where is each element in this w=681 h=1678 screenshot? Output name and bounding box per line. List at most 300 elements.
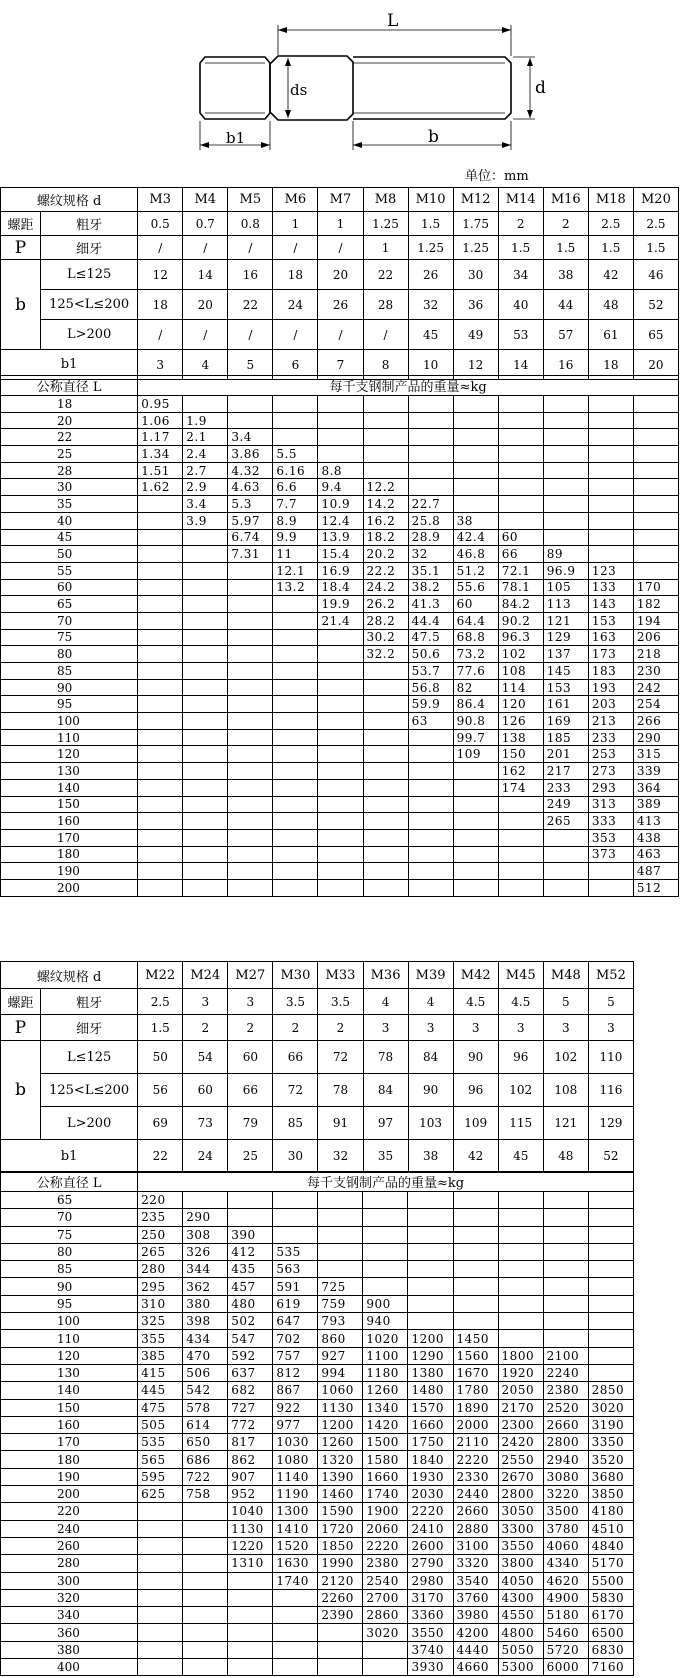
weight-cell: 233 xyxy=(543,779,588,796)
weight-cell: 25.8 xyxy=(408,512,453,529)
table-row xyxy=(1,679,679,696)
weight-cell xyxy=(228,1589,273,1606)
table-row xyxy=(1,846,679,863)
spec-table-2 xyxy=(0,961,634,1173)
weight-cell: 3.9 xyxy=(183,512,228,529)
b-cell: 22 xyxy=(228,290,273,320)
weight-cell: 5830 xyxy=(588,1589,633,1606)
weight-cell: 364 xyxy=(633,779,678,796)
weight-cell: 4.63 xyxy=(228,479,273,496)
weight-cell: 102 xyxy=(498,646,543,663)
weight-cell: 5300 xyxy=(498,1659,543,1676)
weight-cell xyxy=(408,396,453,413)
weight-cell xyxy=(543,1209,588,1226)
weight-cell xyxy=(228,863,273,880)
weight-cell xyxy=(453,1243,498,1260)
weight-cell xyxy=(408,462,453,479)
length-cell: 190 xyxy=(1,1468,138,1485)
pitch-label: 螺距 xyxy=(1,989,41,1015)
weight-cell xyxy=(633,429,678,446)
weight-cell: 308 xyxy=(183,1226,228,1243)
length-cell: 260 xyxy=(1,1537,138,1554)
weight-cell: 4900 xyxy=(543,1589,588,1606)
weight-cell: 2540 xyxy=(363,1572,408,1589)
weight-cell xyxy=(273,646,318,663)
length-cell: 180 xyxy=(1,1451,138,1468)
weight-cell: 77.6 xyxy=(453,663,498,680)
b-row-label: L≤125 xyxy=(41,1041,138,1074)
weight-cell: 1390 xyxy=(318,1468,363,1485)
weight-cell xyxy=(498,846,543,863)
weight-cell xyxy=(363,462,408,479)
weight-cell: 150 xyxy=(498,746,543,763)
length-cell: 130 xyxy=(1,763,138,780)
weight-cell: 3050 xyxy=(498,1503,543,1520)
weight-cell xyxy=(588,462,633,479)
b-cell: 30 xyxy=(453,260,498,290)
size-header: M6 xyxy=(273,188,318,212)
b1-cell: 24 xyxy=(183,1140,228,1173)
b-cell: / xyxy=(318,320,363,350)
weight-cell: 3780 xyxy=(543,1520,588,1537)
weight-cell xyxy=(138,1659,183,1676)
b1-cell: 20 xyxy=(633,350,678,380)
weight-cell: 1670 xyxy=(453,1364,498,1381)
coarse-pitch-cell: 4 xyxy=(363,989,408,1015)
weight-cell: 5460 xyxy=(543,1624,588,1641)
weight-cell xyxy=(138,596,183,613)
weight-cell: 1850 xyxy=(318,1537,363,1554)
weight-cell: 217 xyxy=(543,763,588,780)
b-cell: 40 xyxy=(498,290,543,320)
weight-cell xyxy=(318,396,363,413)
weight-cell: 3350 xyxy=(588,1434,633,1451)
length-cell: 220 xyxy=(1,1503,138,1520)
weight-cell: 3100 xyxy=(453,1537,498,1554)
weight-cell: 32 xyxy=(408,546,453,563)
weight-cell: 4800 xyxy=(498,1624,543,1641)
weight-cell: 353 xyxy=(588,829,633,846)
b1-cell: 52 xyxy=(588,1140,633,1173)
weight-cell xyxy=(543,529,588,546)
weight-cell xyxy=(408,412,453,429)
weight-cell: 126 xyxy=(498,713,543,730)
weight-cell xyxy=(588,1261,633,1278)
b-cell: 102 xyxy=(543,1041,588,1074)
weight-cell xyxy=(138,1624,183,1641)
weight-cell: 2030 xyxy=(408,1486,453,1503)
b-cell: 32 xyxy=(408,290,453,320)
weight-cell xyxy=(183,846,228,863)
weight-cell: 6170 xyxy=(588,1607,633,1624)
length-cell: 75 xyxy=(1,1226,138,1243)
weight-cell: 1220 xyxy=(228,1537,273,1554)
weight-cell: 2670 xyxy=(498,1468,543,1485)
weight-cell: 445 xyxy=(138,1382,183,1399)
label-b1: b1 xyxy=(226,129,246,147)
fine-pitch-cell: 2 xyxy=(318,1015,363,1041)
weight-cell: 2410 xyxy=(408,1520,453,1537)
weight-cell: 355 xyxy=(138,1330,183,1347)
length-cell: 170 xyxy=(1,1434,138,1451)
b-row-label: L>200 xyxy=(41,1107,138,1140)
weight-cell: 38.2 xyxy=(408,579,453,596)
weight-cell: 16.9 xyxy=(318,562,363,579)
fine-pitch-cell: / xyxy=(138,236,183,260)
weight-cell xyxy=(228,746,273,763)
weight-cell: 20.2 xyxy=(363,546,408,563)
weight-cell: 1720 xyxy=(318,1520,363,1537)
weight-cell xyxy=(273,696,318,713)
b-cell: / xyxy=(138,320,183,350)
weight-cell: 108 xyxy=(498,663,543,680)
weight-cell xyxy=(453,496,498,513)
b-cell: 36 xyxy=(453,290,498,320)
b1-cell: 8 xyxy=(363,350,408,380)
weight-cell: 68.8 xyxy=(453,629,498,646)
weight-cell xyxy=(183,813,228,830)
weight-cell xyxy=(318,1243,363,1260)
fine-label: 细牙 xyxy=(41,236,138,260)
table-row xyxy=(1,1468,634,1485)
b-cell: 90 xyxy=(453,1041,498,1074)
weight-cell: 3170 xyxy=(408,1589,453,1606)
weight-cell: 1660 xyxy=(363,1468,408,1485)
weight-cell: 702 xyxy=(273,1330,318,1347)
L-header: 公称直径 L xyxy=(1,376,138,396)
weight-cell xyxy=(273,829,318,846)
weight-cell xyxy=(588,496,633,513)
size-header: M52 xyxy=(588,962,633,989)
weight-cell: 1260 xyxy=(318,1434,363,1451)
weight-cell xyxy=(273,629,318,646)
coarse-pitch-cell: 2.5 xyxy=(138,989,183,1015)
size-header: M4 xyxy=(183,188,228,212)
weight-cell xyxy=(183,863,228,880)
b-cell: 16 xyxy=(228,260,273,290)
weight-cell: 927 xyxy=(318,1347,363,1364)
weight-cell: 242 xyxy=(633,679,678,696)
weight-cell: 2.4 xyxy=(183,446,228,463)
weight-cell: 138 xyxy=(498,729,543,746)
weight-cell xyxy=(228,1641,273,1658)
weight-cell: 162 xyxy=(498,763,543,780)
weight-cell: 1570 xyxy=(408,1399,453,1416)
size-header: M10 xyxy=(408,188,453,212)
b1-cell: 5 xyxy=(228,350,273,380)
weight-cell: 46.8 xyxy=(453,546,498,563)
table-row xyxy=(1,1295,634,1312)
weight-cell xyxy=(318,763,363,780)
weight-cell xyxy=(408,879,453,896)
size-header: M18 xyxy=(588,188,633,212)
weight-cell xyxy=(138,562,183,579)
weight-cell xyxy=(273,713,318,730)
weight-cell xyxy=(408,796,453,813)
weight-cell xyxy=(543,1243,588,1260)
weight-cell xyxy=(498,479,543,496)
weight-cell xyxy=(273,596,318,613)
length-cell: 85 xyxy=(1,663,138,680)
fine-pitch-cell: 3 xyxy=(408,1015,453,1041)
table-row xyxy=(1,713,679,730)
table-row xyxy=(1,529,679,546)
weight-cell xyxy=(408,1192,453,1209)
weight-cell: 50.6 xyxy=(408,646,453,663)
size-header: M8 xyxy=(363,188,408,212)
weight-cell: 203 xyxy=(588,696,633,713)
fine-pitch-cell: 3 xyxy=(498,1015,543,1041)
weight-cell: 686 xyxy=(183,1451,228,1468)
weight-cell: 758 xyxy=(183,1486,228,1503)
coarse-pitch-cell: 0.8 xyxy=(228,212,273,236)
weight-cell xyxy=(273,1607,318,1624)
weight-cell xyxy=(138,696,183,713)
size-header: M48 xyxy=(543,962,588,989)
length-cell: 280 xyxy=(1,1555,138,1572)
weight-cell: 2060 xyxy=(363,1520,408,1537)
weight-cell: 11 xyxy=(273,546,318,563)
weight-cell: 113 xyxy=(543,596,588,613)
weight-cell: 867 xyxy=(273,1382,318,1399)
weight-cell xyxy=(363,446,408,463)
weight-cell xyxy=(498,829,543,846)
weight-cell xyxy=(588,479,633,496)
length-cell: 60 xyxy=(1,579,138,596)
weight-table-1 xyxy=(0,375,679,897)
weight-cell xyxy=(228,663,273,680)
length-cell: 22 xyxy=(1,429,138,446)
weight-cell xyxy=(453,1295,498,1312)
weight-cell: 105 xyxy=(543,579,588,596)
b1-cell: 32 xyxy=(318,1140,363,1173)
b1-cell: 38 xyxy=(408,1140,453,1173)
coarse-pitch-cell: 2 xyxy=(543,212,588,236)
weight-cell: 0.95 xyxy=(138,396,183,413)
weight-cell xyxy=(543,412,588,429)
weight-cell xyxy=(138,779,183,796)
weight-cell: 55.6 xyxy=(453,579,498,596)
weight-cell xyxy=(183,529,228,546)
weight-cell: 6500 xyxy=(588,1624,633,1641)
length-cell: 340 xyxy=(1,1607,138,1624)
spec-table-1 xyxy=(0,187,679,380)
weight-cell xyxy=(138,1520,183,1537)
table-row xyxy=(1,1589,634,1606)
coarse-pitch-cell: 3.5 xyxy=(273,989,318,1015)
weight-header: 每千支钢制产品的重量≈kg xyxy=(138,376,679,396)
weight-cell: 183 xyxy=(588,663,633,680)
weight-cell xyxy=(138,1555,183,1572)
weight-cell: 22.2 xyxy=(363,562,408,579)
weight-cell xyxy=(228,713,273,730)
length-cell: 300 xyxy=(1,1572,138,1589)
table-row xyxy=(1,1624,634,1641)
b-cell: 96 xyxy=(498,1041,543,1074)
weight-cell: 390 xyxy=(228,1226,273,1243)
b-cell: 84 xyxy=(408,1041,453,1074)
length-cell: 70 xyxy=(1,1209,138,1226)
length-cell: 90 xyxy=(1,679,138,696)
weight-cell: 1.62 xyxy=(138,479,183,496)
weight-cell xyxy=(453,412,498,429)
weight-cell xyxy=(588,529,633,546)
length-cell: 100 xyxy=(1,1313,138,1330)
weight-cell xyxy=(453,429,498,446)
size-header: M27 xyxy=(228,962,273,989)
weight-cell: 578 xyxy=(183,1399,228,1416)
weight-cell xyxy=(453,1313,498,1330)
weight-cell: 3550 xyxy=(408,1624,453,1641)
weight-cell: 1130 xyxy=(228,1520,273,1537)
table-row xyxy=(1,729,679,746)
table-row xyxy=(1,746,679,763)
weight-cell: 4440 xyxy=(453,1641,498,1658)
weight-cell: 1080 xyxy=(273,1451,318,1468)
weight-cell xyxy=(183,1192,228,1209)
length-cell: 55 xyxy=(1,562,138,579)
weight-cell xyxy=(318,863,363,880)
b-cell: 24 xyxy=(273,290,318,320)
weight-cell xyxy=(183,829,228,846)
weight-cell xyxy=(453,462,498,479)
weight-cell xyxy=(543,462,588,479)
table-row xyxy=(1,512,679,529)
size-header: M5 xyxy=(228,188,273,212)
table-row xyxy=(1,612,679,629)
length-cell: 320 xyxy=(1,1589,138,1606)
length-cell: 380 xyxy=(1,1641,138,1658)
b-row-label: L>200 xyxy=(41,320,138,350)
weight-cell: 10.9 xyxy=(318,496,363,513)
weight-cell xyxy=(228,396,273,413)
weight-cell: 273 xyxy=(588,763,633,780)
weight-cell xyxy=(633,562,678,579)
coarse-pitch-cell: 0.5 xyxy=(138,212,183,236)
b-cell: 61 xyxy=(588,320,633,350)
weight-cell: 1060 xyxy=(318,1382,363,1399)
weight-cell xyxy=(498,863,543,880)
weight-cell: 2790 xyxy=(408,1555,453,1572)
weight-cell xyxy=(273,846,318,863)
weight-cell: 170 xyxy=(633,579,678,596)
b-label: b xyxy=(1,1041,41,1140)
weight-cell xyxy=(588,396,633,413)
weight-cell xyxy=(138,713,183,730)
weight-cell: 339 xyxy=(633,763,678,780)
weight-cell: 2850 xyxy=(588,1382,633,1399)
weight-cell xyxy=(228,629,273,646)
weight-cell: 772 xyxy=(228,1416,273,1433)
weight-cell xyxy=(588,1209,633,1226)
size-header: M20 xyxy=(633,188,678,212)
coarse-pitch-cell: 1 xyxy=(318,212,363,236)
weight-cell: 817 xyxy=(228,1434,273,1451)
weight-cell xyxy=(183,1572,228,1589)
weight-cell xyxy=(498,429,543,446)
weight-cell xyxy=(138,1607,183,1624)
weight-cell: 5180 xyxy=(543,1607,588,1624)
weight-cell: 900 xyxy=(363,1295,408,1312)
weight-cell: 194 xyxy=(633,612,678,629)
weight-cell xyxy=(363,696,408,713)
weight-cell xyxy=(318,679,363,696)
weight-cell: 3.86 xyxy=(228,446,273,463)
weight-cell: 326 xyxy=(183,1243,228,1260)
weight-cell xyxy=(318,1192,363,1209)
b-cell: 72 xyxy=(273,1074,318,1107)
table-row xyxy=(1,579,679,596)
weight-cell xyxy=(228,1192,273,1209)
weight-cell: 1450 xyxy=(453,1330,498,1347)
weight-cell: 153 xyxy=(588,612,633,629)
weight-cell xyxy=(408,429,453,446)
weight-cell: 535 xyxy=(138,1434,183,1451)
weight-cell xyxy=(363,412,408,429)
weight-cell xyxy=(318,429,363,446)
fine-pitch-cell: 3 xyxy=(543,1015,588,1041)
weight-cell: 1290 xyxy=(408,1347,453,1364)
b-cell: 18 xyxy=(138,290,183,320)
table-row xyxy=(1,1209,634,1226)
weight-cell: 3930 xyxy=(408,1659,453,1676)
fine-pitch-cell: / xyxy=(228,236,273,260)
weight-cell: 42.4 xyxy=(453,529,498,546)
weight-cell: 1200 xyxy=(408,1330,453,1347)
length-cell: 200 xyxy=(1,879,138,896)
weight-cell xyxy=(498,796,543,813)
weight-cell: 8.9 xyxy=(273,512,318,529)
weight-cell: 463 xyxy=(633,846,678,863)
weight-cell: 614 xyxy=(183,1416,228,1433)
weight-cell: 1740 xyxy=(363,1486,408,1503)
weight-cell: 512 xyxy=(633,879,678,896)
weight-cell: 7160 xyxy=(588,1659,633,1676)
b-cell: 52 xyxy=(633,290,678,320)
weight-cell xyxy=(408,1209,453,1226)
weight-cell: 66 xyxy=(498,546,543,563)
weight-cell xyxy=(543,1192,588,1209)
weight-cell: 2050 xyxy=(498,1382,543,1399)
weight-cell: 1190 xyxy=(273,1486,318,1503)
weight-cell: 1520 xyxy=(273,1537,318,1554)
length-cell: 190 xyxy=(1,863,138,880)
weight-cell: 173 xyxy=(588,646,633,663)
weight-cell xyxy=(498,462,543,479)
weight-cell xyxy=(228,562,273,579)
weight-cell: 3020 xyxy=(363,1624,408,1641)
weight-cell xyxy=(273,879,318,896)
weight-cell xyxy=(138,579,183,596)
b-cell: / xyxy=(228,320,273,350)
pitch-p: P xyxy=(1,1015,41,1041)
weight-cell: 5.97 xyxy=(228,512,273,529)
weight-cell: 19.9 xyxy=(318,596,363,613)
b-cell: 50 xyxy=(138,1041,183,1074)
weight-cell xyxy=(228,813,273,830)
b-cell: 60 xyxy=(228,1041,273,1074)
length-cell: 110 xyxy=(1,1330,138,1347)
weight-cell: 143 xyxy=(588,596,633,613)
weight-cell: 22.7 xyxy=(408,496,453,513)
weight-cell xyxy=(273,779,318,796)
coarse-pitch-cell: 4.5 xyxy=(453,989,498,1015)
weight-cell: 389 xyxy=(633,796,678,813)
weight-cell xyxy=(228,412,273,429)
weight-cell: 3220 xyxy=(543,1486,588,1503)
weight-cell xyxy=(318,663,363,680)
weight-cell: 3360 xyxy=(408,1607,453,1624)
